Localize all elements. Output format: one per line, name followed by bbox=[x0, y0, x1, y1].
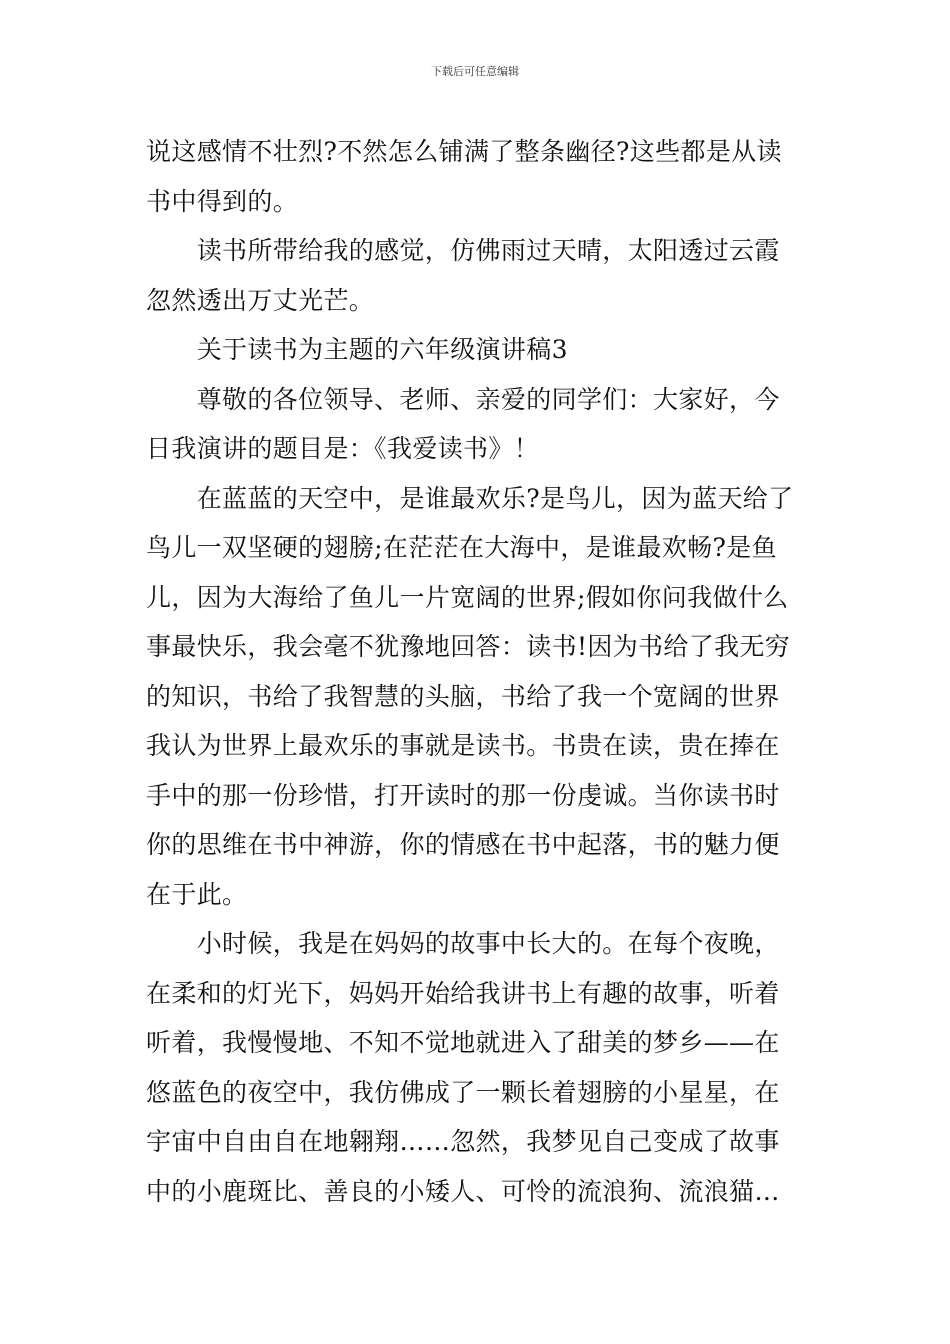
text-line: 尊敬的各位领导、老师、亲爱的同学们：大家好，今 bbox=[146, 384, 780, 414]
text-line: 在柔和的灯光下，妈妈开始给我讲书上有趣的故事，听着 bbox=[146, 978, 780, 1008]
text-line: 在于此。 bbox=[146, 879, 248, 909]
text-line: 说这感情不壮烈?不然怎么铺满了整条幽径?这些都是从读 bbox=[146, 137, 782, 166]
text-line: 听着，我慢慢地、不知不觉地就进入了甜美的梦乡——在 bbox=[146, 1028, 780, 1057]
text-line: 小时候，我是在妈妈的故事中长大的。在每个夜晚， bbox=[146, 929, 780, 958]
text-line: 的知识，书给了我智慧的头脑，书给了我一个宽阔的世界 bbox=[146, 681, 780, 711]
text-line: 日我演讲的题目是：《我爱读书》！ bbox=[146, 434, 540, 463]
text-line: 事最快乐，我会毫不犹豫地回答：读书!因为书给了我无穷 bbox=[146, 632, 791, 661]
section-title-text: 关于读书为主题的六年级演讲稿3 bbox=[146, 335, 568, 364]
text-line: 手中的那一份珍惜，打开读时的那一份虔诚。当你读书时 bbox=[146, 780, 780, 810]
text-line: 忽然透出万丈光芒。 bbox=[146, 285, 375, 315]
paragraph-reading-feeling bbox=[146, 226, 806, 325]
text-line: 宇宙中自由自在地翱翔……忽然，我梦见自己变成了故事 bbox=[146, 1127, 780, 1156]
text-line: 鸟儿一双坚硬的翅膀;在茫茫在大海中，是谁最欢畅?是鱼 bbox=[146, 533, 777, 562]
paragraph-continued bbox=[146, 127, 806, 226]
paragraph-blue-sky bbox=[146, 474, 806, 920]
paragraph-greeting bbox=[146, 375, 806, 474]
document-body bbox=[146, 127, 806, 1216]
text-line: 悠蓝色的夜空中，我仿佛成了一颗长着翅膀的小星星，在 bbox=[146, 1077, 780, 1107]
paragraph-childhood bbox=[146, 919, 806, 1216]
text-line: 中的小鹿斑比、善良的小矮人、可怜的流浪狗、流浪猫… bbox=[146, 1176, 780, 1206]
text-line: 你的思维在书中神游，你的情感在书中起落，书的魅力便 bbox=[146, 830, 780, 859]
text-line: 儿，因为大海给了鱼儿一片宽阔的世界;假如你问我做什么 bbox=[146, 582, 789, 612]
page-header: 下载后可任意编辑 bbox=[431, 65, 519, 78]
section-title bbox=[146, 325, 806, 375]
text-line: 我认为世界上最欢乐的事就是读书。书贵在读，贵在捧在 bbox=[146, 731, 780, 760]
text-line: 在蓝蓝的天空中，是谁最欢乐?是鸟儿，因为蓝天给了 bbox=[146, 483, 794, 513]
text-line: 书中得到的。 bbox=[146, 186, 299, 216]
text-line: 读书所带给我的感觉，仿佛雨过天晴，太阳透过云霞 bbox=[146, 236, 780, 265]
